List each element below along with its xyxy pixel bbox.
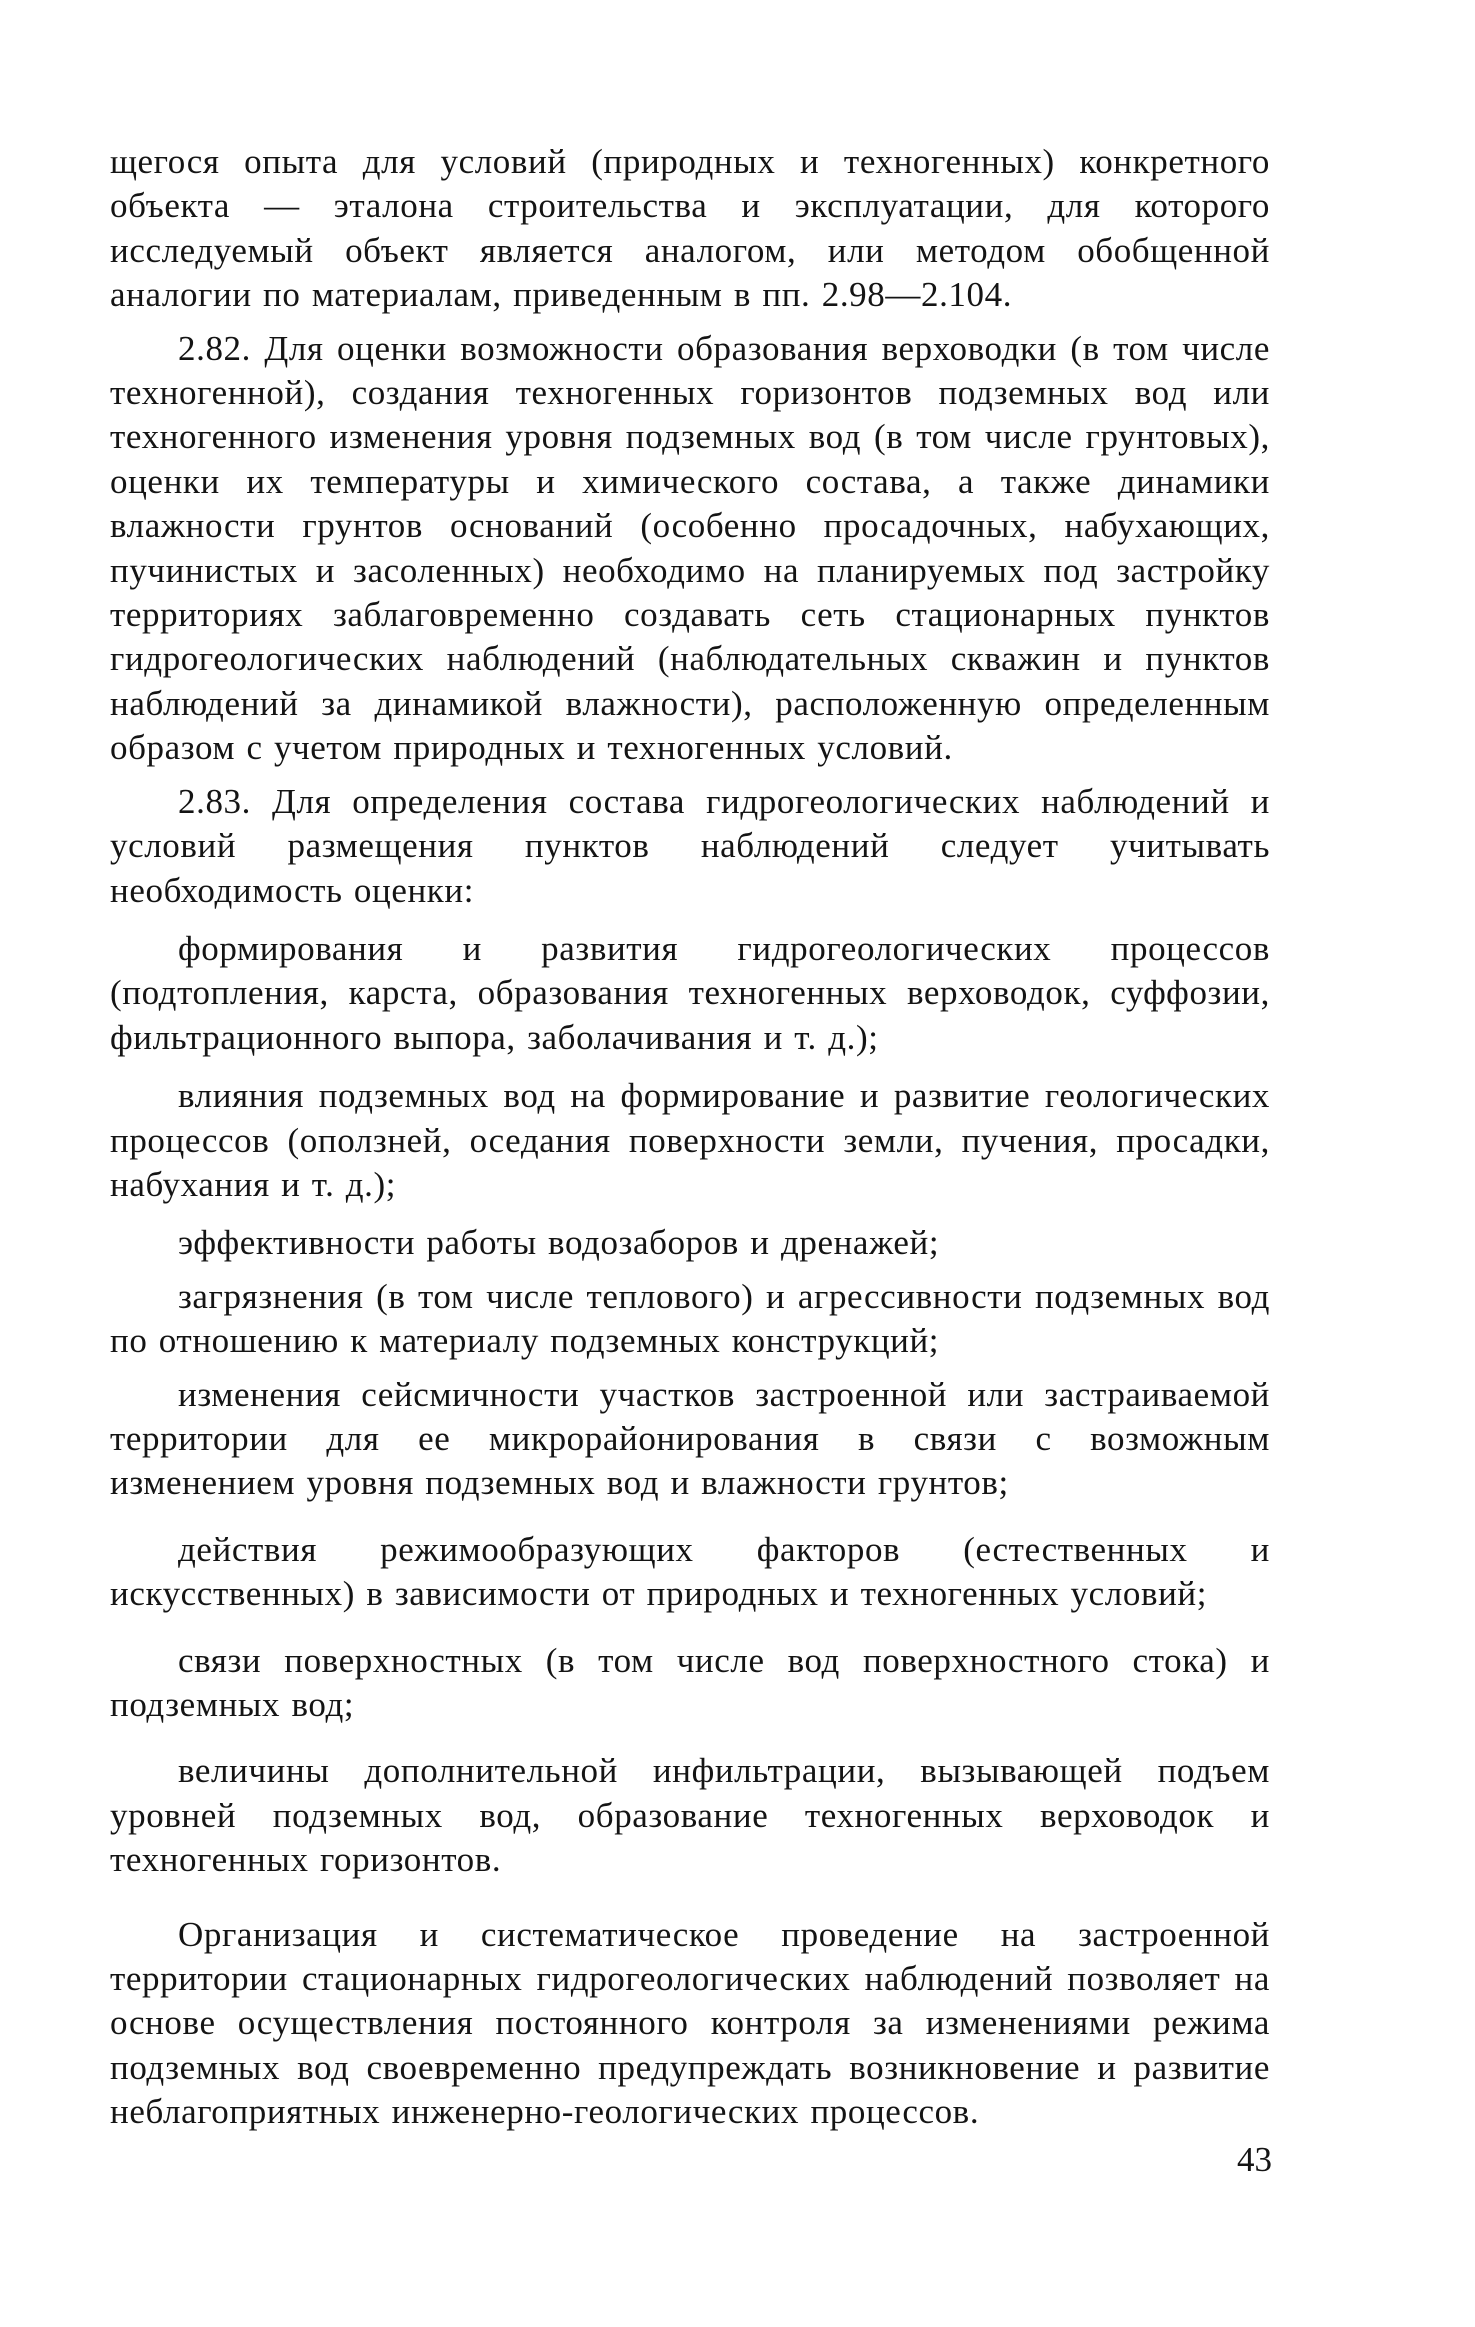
paragraph-2-83: 2.83. Для определения состава гидрогеологических наблюдений и условий размещения пунктов наблюдений следует учитывать необходимость оценки:	[110, 781, 1270, 910]
list-item-surface-water-link: связи поверхностных (в том числе вод поверхностного стока) и подземных вод;	[110, 1640, 1270, 1724]
page-body-text	[110, 140, 1270, 2135]
list-item-contamination: загрязнения (в том числе теплового) и агрессивности подземных вод по отношению к материалу подземных конструкций;	[110, 1276, 1270, 1361]
list-item-regime-factors: действия режимообразующих факторов (естественных и искусственных) в зависимости от природных и техногенных условий;	[110, 1529, 1270, 1614]
paragraph-conclusion: Организация и систематическое проведение на застроенной территории стационарных гидрогеологических наблюдений позволяет на основе осуществления постоянного контроля за изменениями режима подземных вод своевременно предупреждать возникновение и развитие неблагоприятных инженерно-геологических процессов.	[110, 1914, 1270, 2132]
list-item-hydrogeological-processes: формирования и развития гидрогеологических процессов (подтопления, карста, образования техногенных верховодок, суффозии, фильтрационного выпора, заболачивания и т. д.);	[110, 928, 1270, 1057]
list-item-water-intake-efficiency: эффективности работы водозаборов и дренажей;	[178, 1223, 940, 1263]
list-item-seismicity: изменения сейсмичности участков застроенной или застраиваемой территории для ее микрорайонирования в связи с возможным изменением уровня подземных вод и влажности грунтов;	[110, 1374, 1270, 1503]
list-item-groundwater-influence: влияния подземных вод на формирование и развитие геологических процессов (оползней, оседания поверхности земли, пучения, просадки, набухания и т. д.);	[110, 1076, 1270, 1204]
page-number: 43	[1237, 2140, 1272, 2179]
list-item-infiltration: величины дополнительной инфильтрации, вызывающей подъем уровней подземных вод, образование техногенных верховодок и техногенных горизонтов.	[110, 1751, 1270, 1880]
paragraph-2-82: 2.82. Для оценки возможности образования верховодки (в том числе техногенной), создания техногенных горизонтов подземных вод или техногенного изменения уровня подземных вод (в том числе грунтовых), оценки их температуры и химического состава, а также динамики влажности грунтов оснований (особенно просадочных, набухающих, пучинистых и засоленных) необходимо на планируемых под застройку территориях заблаговременно создавать сеть стационарных пунктов гидрогеологических наблюдений (наблюдательных скважин и пунктов наблюдений за динамикой влажности), расположенную определенным образом с учетом природных и техногенных условий.	[110, 328, 1270, 768]
paragraph-continuation: щегося опыта для условий (природных и техногенных) конкретного объекта — эталона строительства и эксплуатации, для которого исследуемый объект является аналогом, или методом обобщенной аналогии по материалам, приведенным в пп. 2.98—2.104.	[110, 142, 1270, 315]
